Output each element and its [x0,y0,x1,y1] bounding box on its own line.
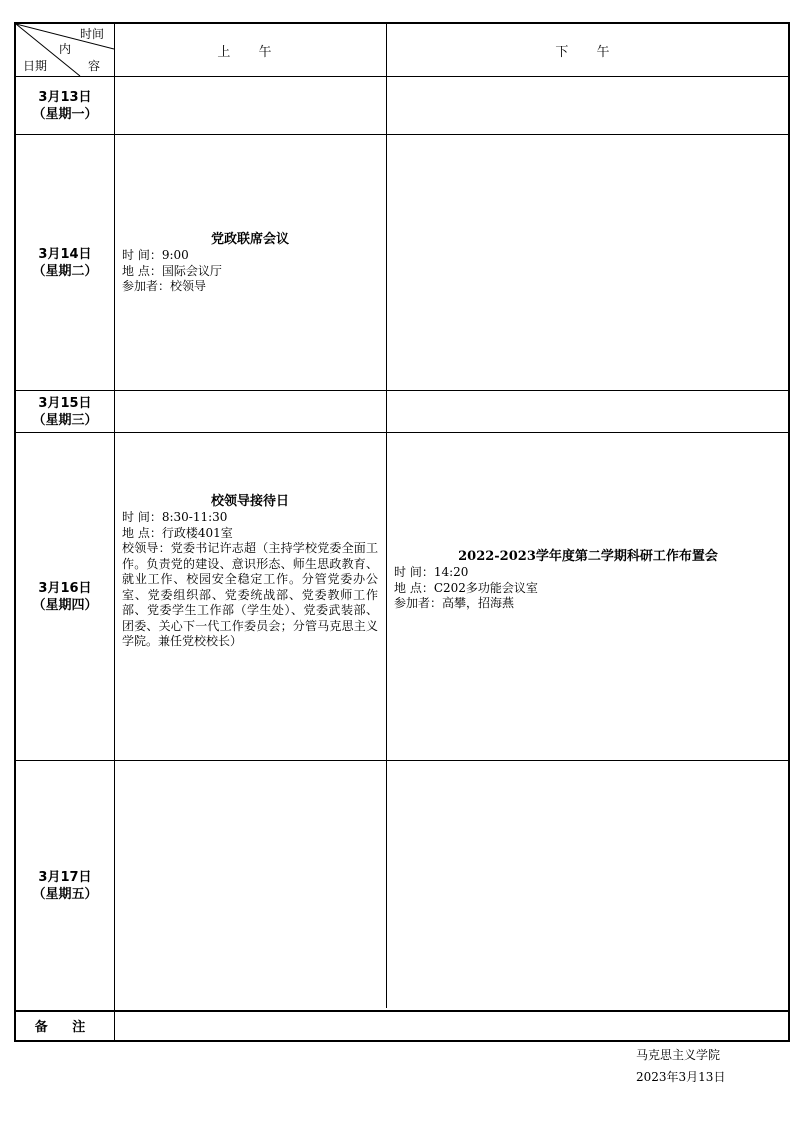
row-divider [16,1010,788,1012]
event-title: 2022-2023学年度第二学期科研工作布置会 [458,549,718,564]
date-cell-fri [16,761,114,1010]
row-divider [16,76,788,77]
event-title: 党政联席会议 [210,232,289,247]
weekday-label: （星期三） [32,412,98,428]
column-divider [386,24,387,1008]
event-place: 地 点：国际会议厅 [122,263,222,278]
footer-organization: 马克思主义学院 [636,1048,721,1062]
column-divider [114,24,115,1040]
date-cell-wed [16,391,114,432]
row-divider [16,134,788,135]
event-research-work-meeting [394,548,782,612]
date-cell-thu [16,433,114,760]
weekday-label: （星期一） [32,106,98,122]
event-time: 时 间：14:20 [394,565,469,579]
event-party-joint-meeting [122,231,378,295]
row-divider [16,390,788,391]
date-label: 3月17日 [38,869,92,885]
weekday-label: （星期二） [32,263,98,279]
date-label: 3月14日 [38,246,92,262]
event-attendees: 参加者：高攀，招海燕 [394,596,515,610]
date-label: 3月13日 [38,89,92,105]
event-title: 校领导接待日 [210,494,289,509]
schedule-table [14,22,790,1042]
date-label: 3月15日 [38,395,92,411]
corner-content-label-1: 内 [59,42,72,56]
corner-time-label: 时间 [80,27,105,41]
row-divider [16,432,788,433]
event-place: 地 点：行政楼401室 [122,525,233,540]
date-label: 3月16日 [38,580,92,596]
event-leader-reception-day [122,493,378,650]
row-divider [16,760,788,761]
remarks-label: 备 注 [34,1019,96,1035]
footer-date: 2023年3月13日 [636,1070,726,1084]
event-time: 时 间：9:00 [122,248,189,262]
header-morning: 上 午 [217,44,284,60]
header-afternoon: 下 午 [555,44,622,60]
corner-content-label-2: 容 [88,59,101,73]
weekday-label: （星期四） [32,597,98,613]
date-cell-tue [16,135,114,390]
date-cell-mon [16,77,114,134]
event-leader-description: 校领导：党委书记许志超（主持学校党委全面工作。负责党的建设、意识形态、师生思政教育、就业工作、校园安全稳定工作。分管党委办公室、党委组织部、党委统战部、党委教师工作部、党委学生工作部（学生处）、党委武装部、团委、关心下一代工作委员会；分管马克思主义学院。兼任党校校长） [122,541,378,648]
event-time: 时 间：8:30-11:30 [122,510,228,524]
event-attendees: 参加者：校领导 [122,279,207,293]
corner-date-label: 日期 [23,59,48,73]
weekday-label: （星期五） [32,886,98,902]
event-place: 地 点：C202多功能会议室 [394,580,538,595]
